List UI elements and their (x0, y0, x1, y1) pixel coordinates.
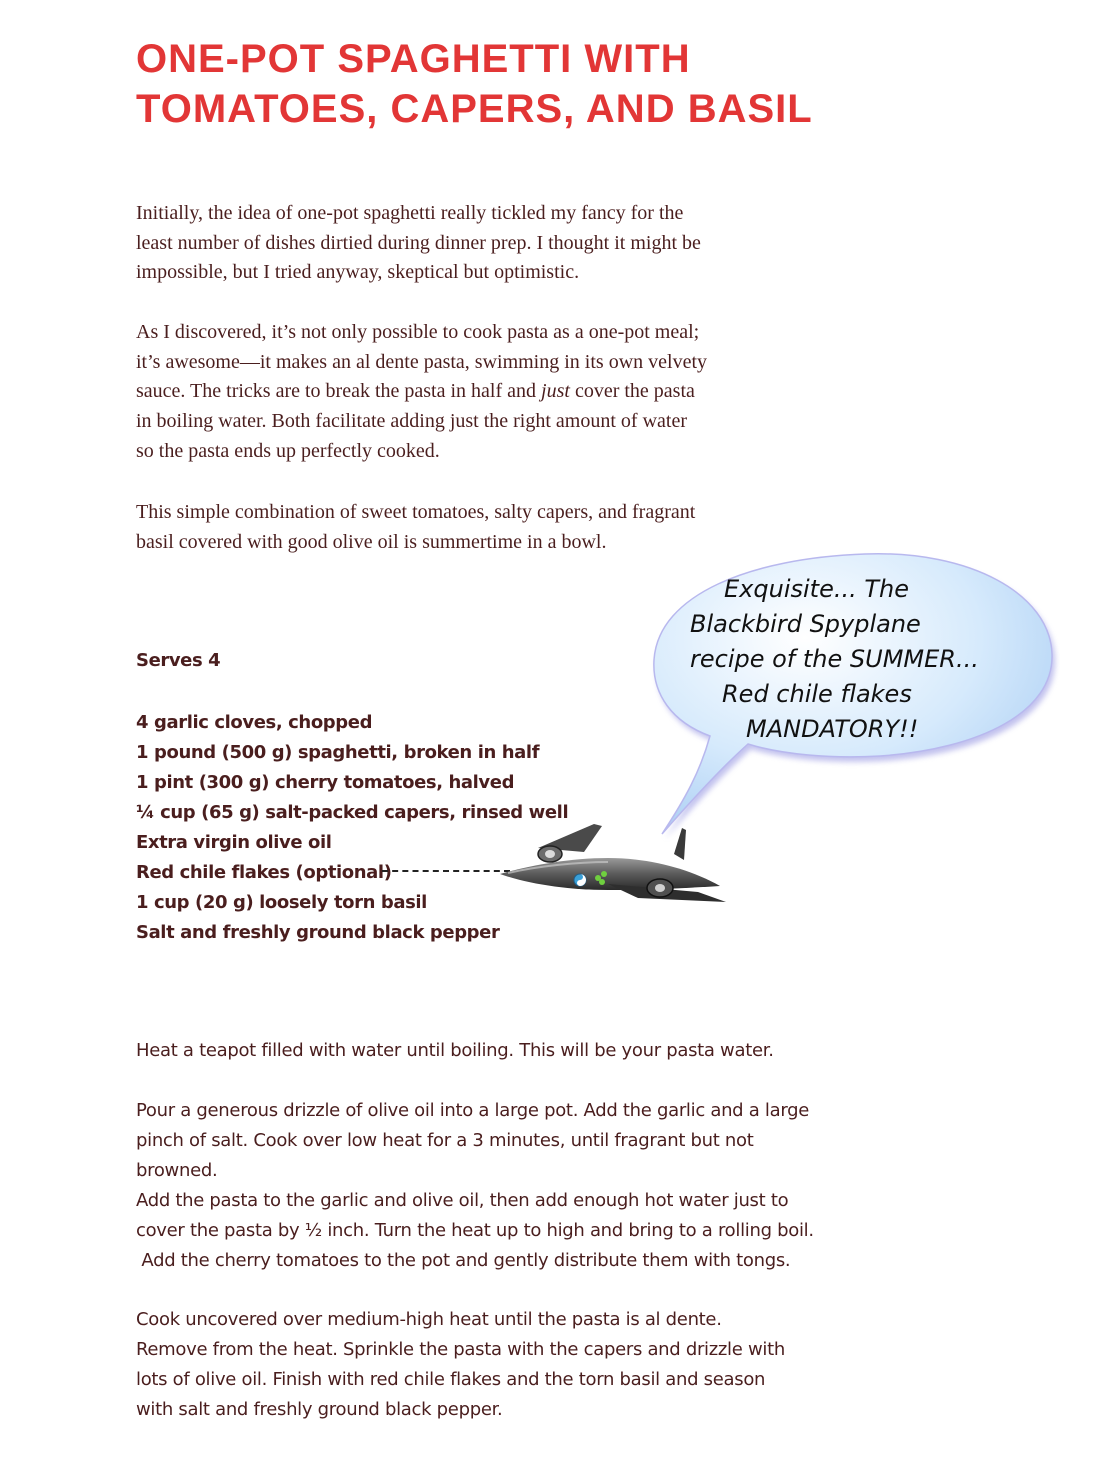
blackbird-spyplane-icon (498, 818, 730, 906)
title-line-1: ONE-POT SPAGHETTI WITH (136, 37, 691, 81)
bubble-line: Blackbird Spyplane (690, 610, 921, 638)
step-line: pinch of salt. Cook over low heat for a 3 minutes, until fragrant but not (136, 1130, 754, 1151)
intro-line: it’s awesome—it makes an al dente pasta, swimming in its own velvety (136, 350, 708, 373)
ingredient-item: Salt and freshly ground black pepper (136, 922, 500, 943)
step-2 (136, 1096, 876, 1276)
speech-bubble-text (690, 572, 1030, 747)
bubble-line: Red chile flakes (722, 680, 912, 708)
step-1 (136, 1036, 876, 1066)
step-line: Add the cherry tomatoes to the pot and gently distribute them with tongs. (136, 1250, 791, 1271)
ingredient-item: ¼ cup (65 g) salt-packed capers, rinsed well (136, 802, 569, 823)
bubble-line: Exquisite... The (724, 575, 909, 603)
intro-line: basil covered with good olive oil is summertime in a bowl. (136, 530, 607, 553)
bubble-line: recipe of the SUMMER... (690, 645, 979, 673)
ingredient-item: 1 cup (20 g) loosely torn basil (136, 892, 427, 913)
intro-text: sauce. The tricks are to break the pasta in half and (136, 380, 542, 403)
step-3 (136, 1305, 876, 1425)
intro-line: As I discovered, it’s not only possible to cook pasta as a one-pot meal; (136, 321, 700, 343)
step-line: cover the pasta by ½ inch. Turn the heat up to high and bring to a rolling boil. (136, 1220, 814, 1241)
bubble-line: MANDATORY!! (746, 715, 919, 743)
step-line: Heat a teapot filled with water until boiling. This will be your pasta water. (136, 1040, 774, 1061)
emphasis-just: just (541, 380, 570, 403)
ingredient-item: 1 pint (300 g) cherry tomatoes, halved (136, 772, 515, 793)
serves-label: Serves 4 (136, 650, 221, 671)
title-line-2: TOMATOES, CAPERS, AND BASIL (136, 87, 813, 131)
intro-line (136, 377, 856, 407)
recipe-title (136, 34, 896, 134)
step-line: Add the pasta to the garlic and olive oil, then add enough hot water just to (136, 1190, 789, 1211)
intro-line: in boiling water. Both facilitate adding just the right amount of water (136, 410, 687, 433)
intro-paragraph-2 (136, 318, 856, 467)
ingredient-item: Red chile flakes (optional) (136, 862, 392, 883)
intro-text: cover the pasta (569, 380, 695, 403)
step-line: Remove from the heat. Sprinkle the pasta with the capers and drizzle with (136, 1339, 785, 1360)
step-line: Pour a generous drizzle of olive oil into a large pot. Add the garlic and a large (136, 1100, 809, 1121)
intro-line: so the pasta ends up perfectly cooked. (136, 439, 440, 462)
step-line: Cook uncovered over medium-high heat until the pasta is al dente. (136, 1309, 722, 1330)
intro-line: Initially, the idea of one-pot spaghetti really tickled my fancy for the (136, 202, 684, 224)
intro-line: impossible, but I tried anyway, skeptical but optimistic. (136, 261, 580, 284)
ingredient-item: 4 garlic cloves, chopped (136, 712, 373, 733)
dashed-pointer-line (382, 870, 510, 872)
ingredient-item: Extra virgin olive oil (136, 832, 332, 853)
intro-line: least number of dishes dirtied during dinner prep. I thought it might be (136, 231, 701, 254)
step-line: with salt and freshly ground black pepper. (136, 1399, 503, 1420)
step-line: lots of olive oil. Finish with red chile flakes and the torn basil and season (136, 1369, 766, 1390)
intro-paragraph-1 (136, 199, 856, 288)
ingredient-item: 1 pound (500 g) spaghetti, broken in half (136, 742, 540, 763)
step-line: browned. (136, 1160, 218, 1181)
intro-line: This simple combination of sweet tomatoes, salty capers, and fragrant (136, 501, 696, 523)
